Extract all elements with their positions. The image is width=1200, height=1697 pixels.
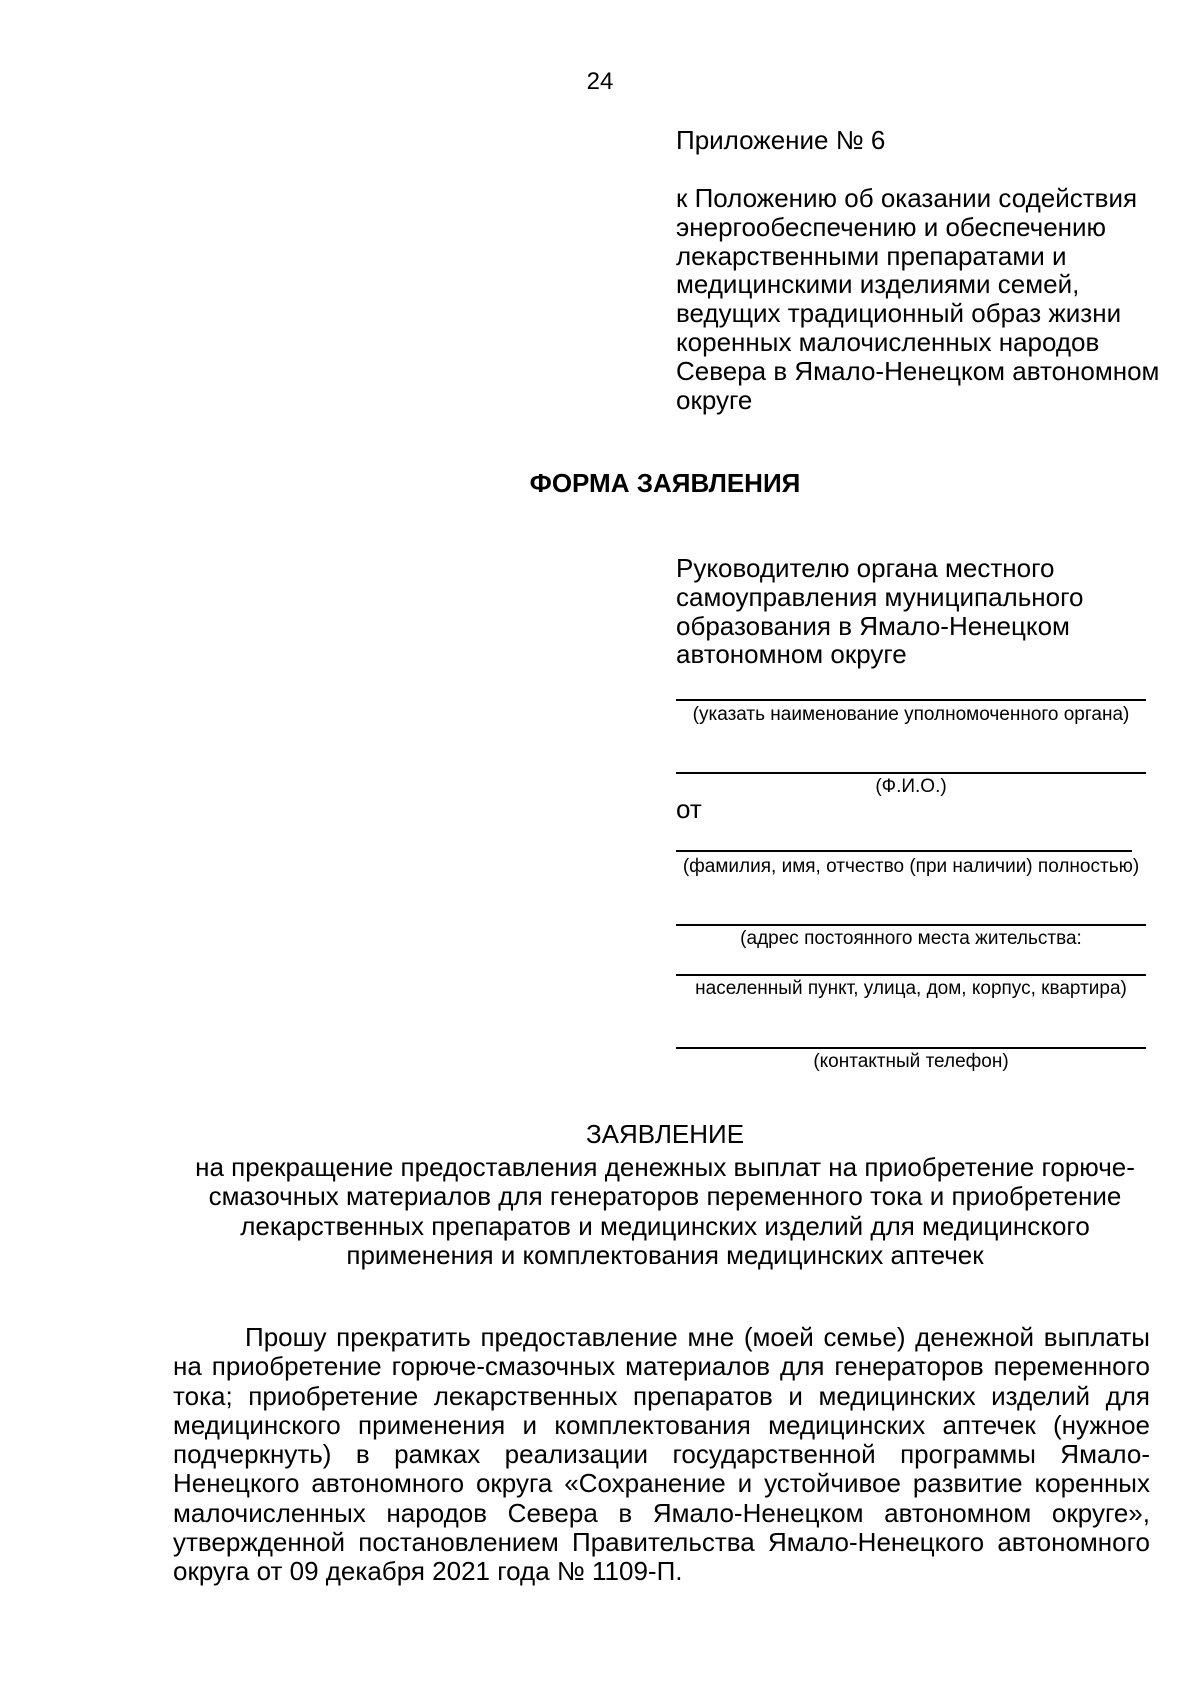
appendix-number: Приложение № 6 [676,125,886,155]
address-field-caption-2: населенный пункт, улица, дом, корпус, квартира) [695,978,1127,999]
applicant-name-field-line[interactable] [676,850,1132,852]
address-field-line-1[interactable] [676,924,1146,926]
address-field-line-2[interactable] [676,974,1146,976]
statement-body: Прошу прекратить предоставление мне (моей семье) денежной выплаты на приобретение горюче-смазочных материалов для генераторов переменного тока; приобретение лекарственных препаратов и медицинских изделий для медицинского применения и комплектования медицинских аптечек (нужное подчеркнуть) в рамках реализации государственной программы Ямало-Ненецкого автономного округа «Сохранение и устойчивое развитие коренных малочисленных народов Севера в Ямало-Ненецком автономном округе», утвержденной постановлением Правительства Ямало-Ненецкого автономного округа от 09 декабря 2021 года № 1109-П. [173,1322,1150,1587]
authority-field-line[interactable] [676,699,1146,701]
page-number: 24 [586,68,614,95]
statement-subtitle: на прекращение предоставления денежных выплат на приобретение горюче-смазочных материалов для генераторов переменного тока и приобретение лекарственных препаратов и медицинских изделий для медицинского применения и комплектования медицинских аптечек [195,1152,1135,1270]
applicant-name-field-caption: (фамилия, имя, отчество (при наличии) полностью) [682,856,1140,877]
authority-field-caption: (указать наименование уполномоченного органа) [692,704,1130,725]
head-name-field-caption: (Ф.И.О.) [875,776,947,797]
phone-field-line[interactable] [676,1047,1146,1049]
address-field-caption-1: (адрес постоянного места жительства: [740,928,1082,949]
from-label: от [676,794,702,824]
phone-field-caption: (контактный телефон) [813,1051,1009,1072]
addressee-block: Руководителю органа местного самоуправления муниципального образования в Ямало-Ненецком автономном округе [676,553,1084,670]
appendix-description: к Положению об оказании содействия энергообеспечению и обеспечению лекарственными препаратами и медицинскими изделиями семей, ведущих традиционный образ жизни коренных малочисленных народов Севера в Ямало-Ненецком автономном округе [676,183,1160,415]
head-name-field-line[interactable] [676,772,1146,774]
statement-heading: ЗАЯВЛЕНИЕ [585,1119,745,1149]
form-title: ФОРМА ЗАЯВЛЕНИЯ [529,468,801,498]
